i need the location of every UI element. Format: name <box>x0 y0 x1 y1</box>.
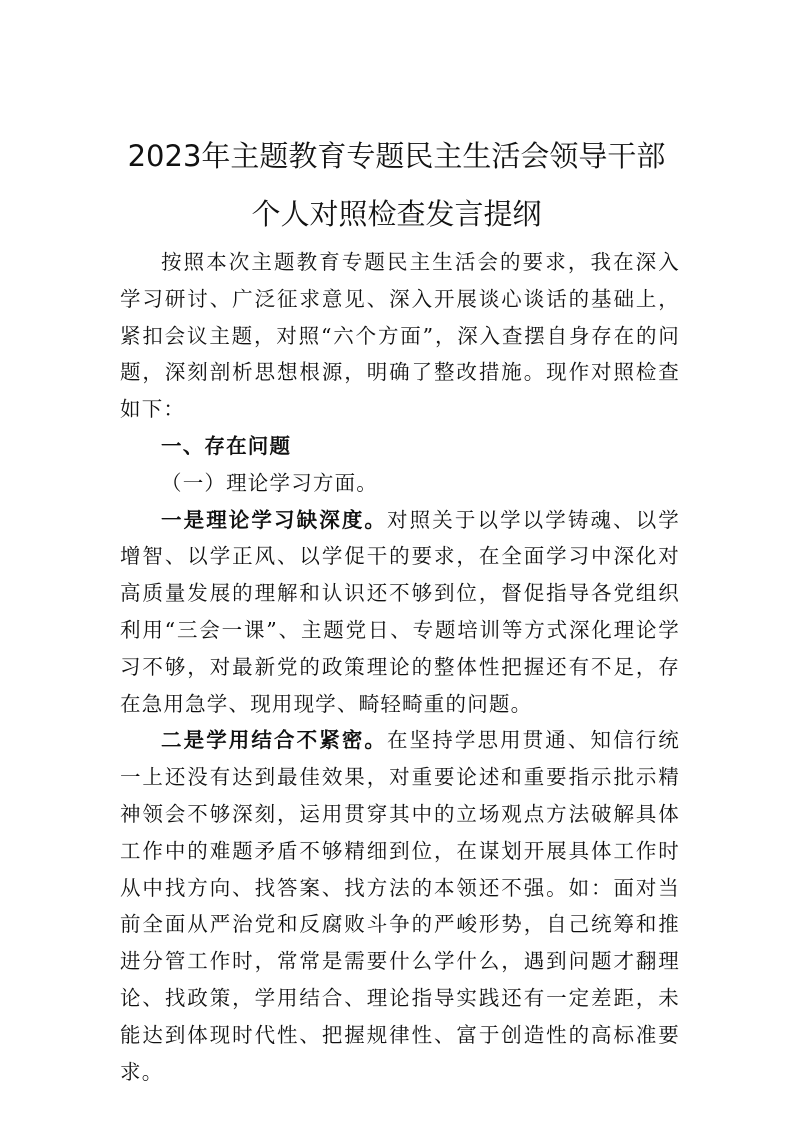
document-body <box>120 244 680 1090</box>
point-2-text: 在坚持学思用贯通、知信行统一上还没有达到最佳效果，对重要论述和重要指示批示精神领会不够深刻，运用贯穿其中的立场观点方法破解具体工作中的难题矛盾不够精细到位，在谋划开展具体工作时从中找方向、找答案、找方法的本领还不强。如：面对当前全面从严治党和反腐败斗争的严峻形势，自己统筹和推进分管工作时，常常是需要什么学什么，遇到问题才翻理论、找政策，学用结合、理论指导实践还有一定差距，未能达到体现时代性、把握规律性、富于创造性的高标准要求。 <box>120 728 680 1084</box>
point-1-text: 对照关于以学以学铸魂、以学增智、以学正风、以学促干的要求，在全面学习中深化对高质量发展的理解和认识还不够到位，督促指导各党组织利用“三会一课”、主题党日、专题培训等方式深化理论学习不够，对最新党的政策理论的整体性把握还有不足，存在急用急学、现用现学、畸轻畸重的问题。 <box>120 507 680 716</box>
point-1-paragraph <box>120 502 680 723</box>
document-title-line-1: 2023年主题教育专题民主生活会领导干部 <box>127 139 666 173</box>
intro-paragraph: 按照本次主题教育专题民主生活会的要求，我在深入学习研讨、广泛征求意见、深入开展谈心谈话的基础上，紧扣会议主题，对照“六个方面”，深入查摆自身存在的问题，深刻剖析思想根源，明确了整改措施。现作对照检查如下： <box>120 250 680 422</box>
point-1-lead: 一是理论学习缺深度。 <box>161 507 388 532</box>
point-2-paragraph <box>120 722 680 1090</box>
point-2-lead: 二是学用结合不紧密。 <box>161 728 388 753</box>
subsection-heading-theory: （一）理论学习方面。 <box>161 470 378 495</box>
document-title-line-2: 个人对照检查发言提纲 <box>251 197 542 231</box>
section-heading-problems: 一、存在问题 <box>161 433 292 458</box>
